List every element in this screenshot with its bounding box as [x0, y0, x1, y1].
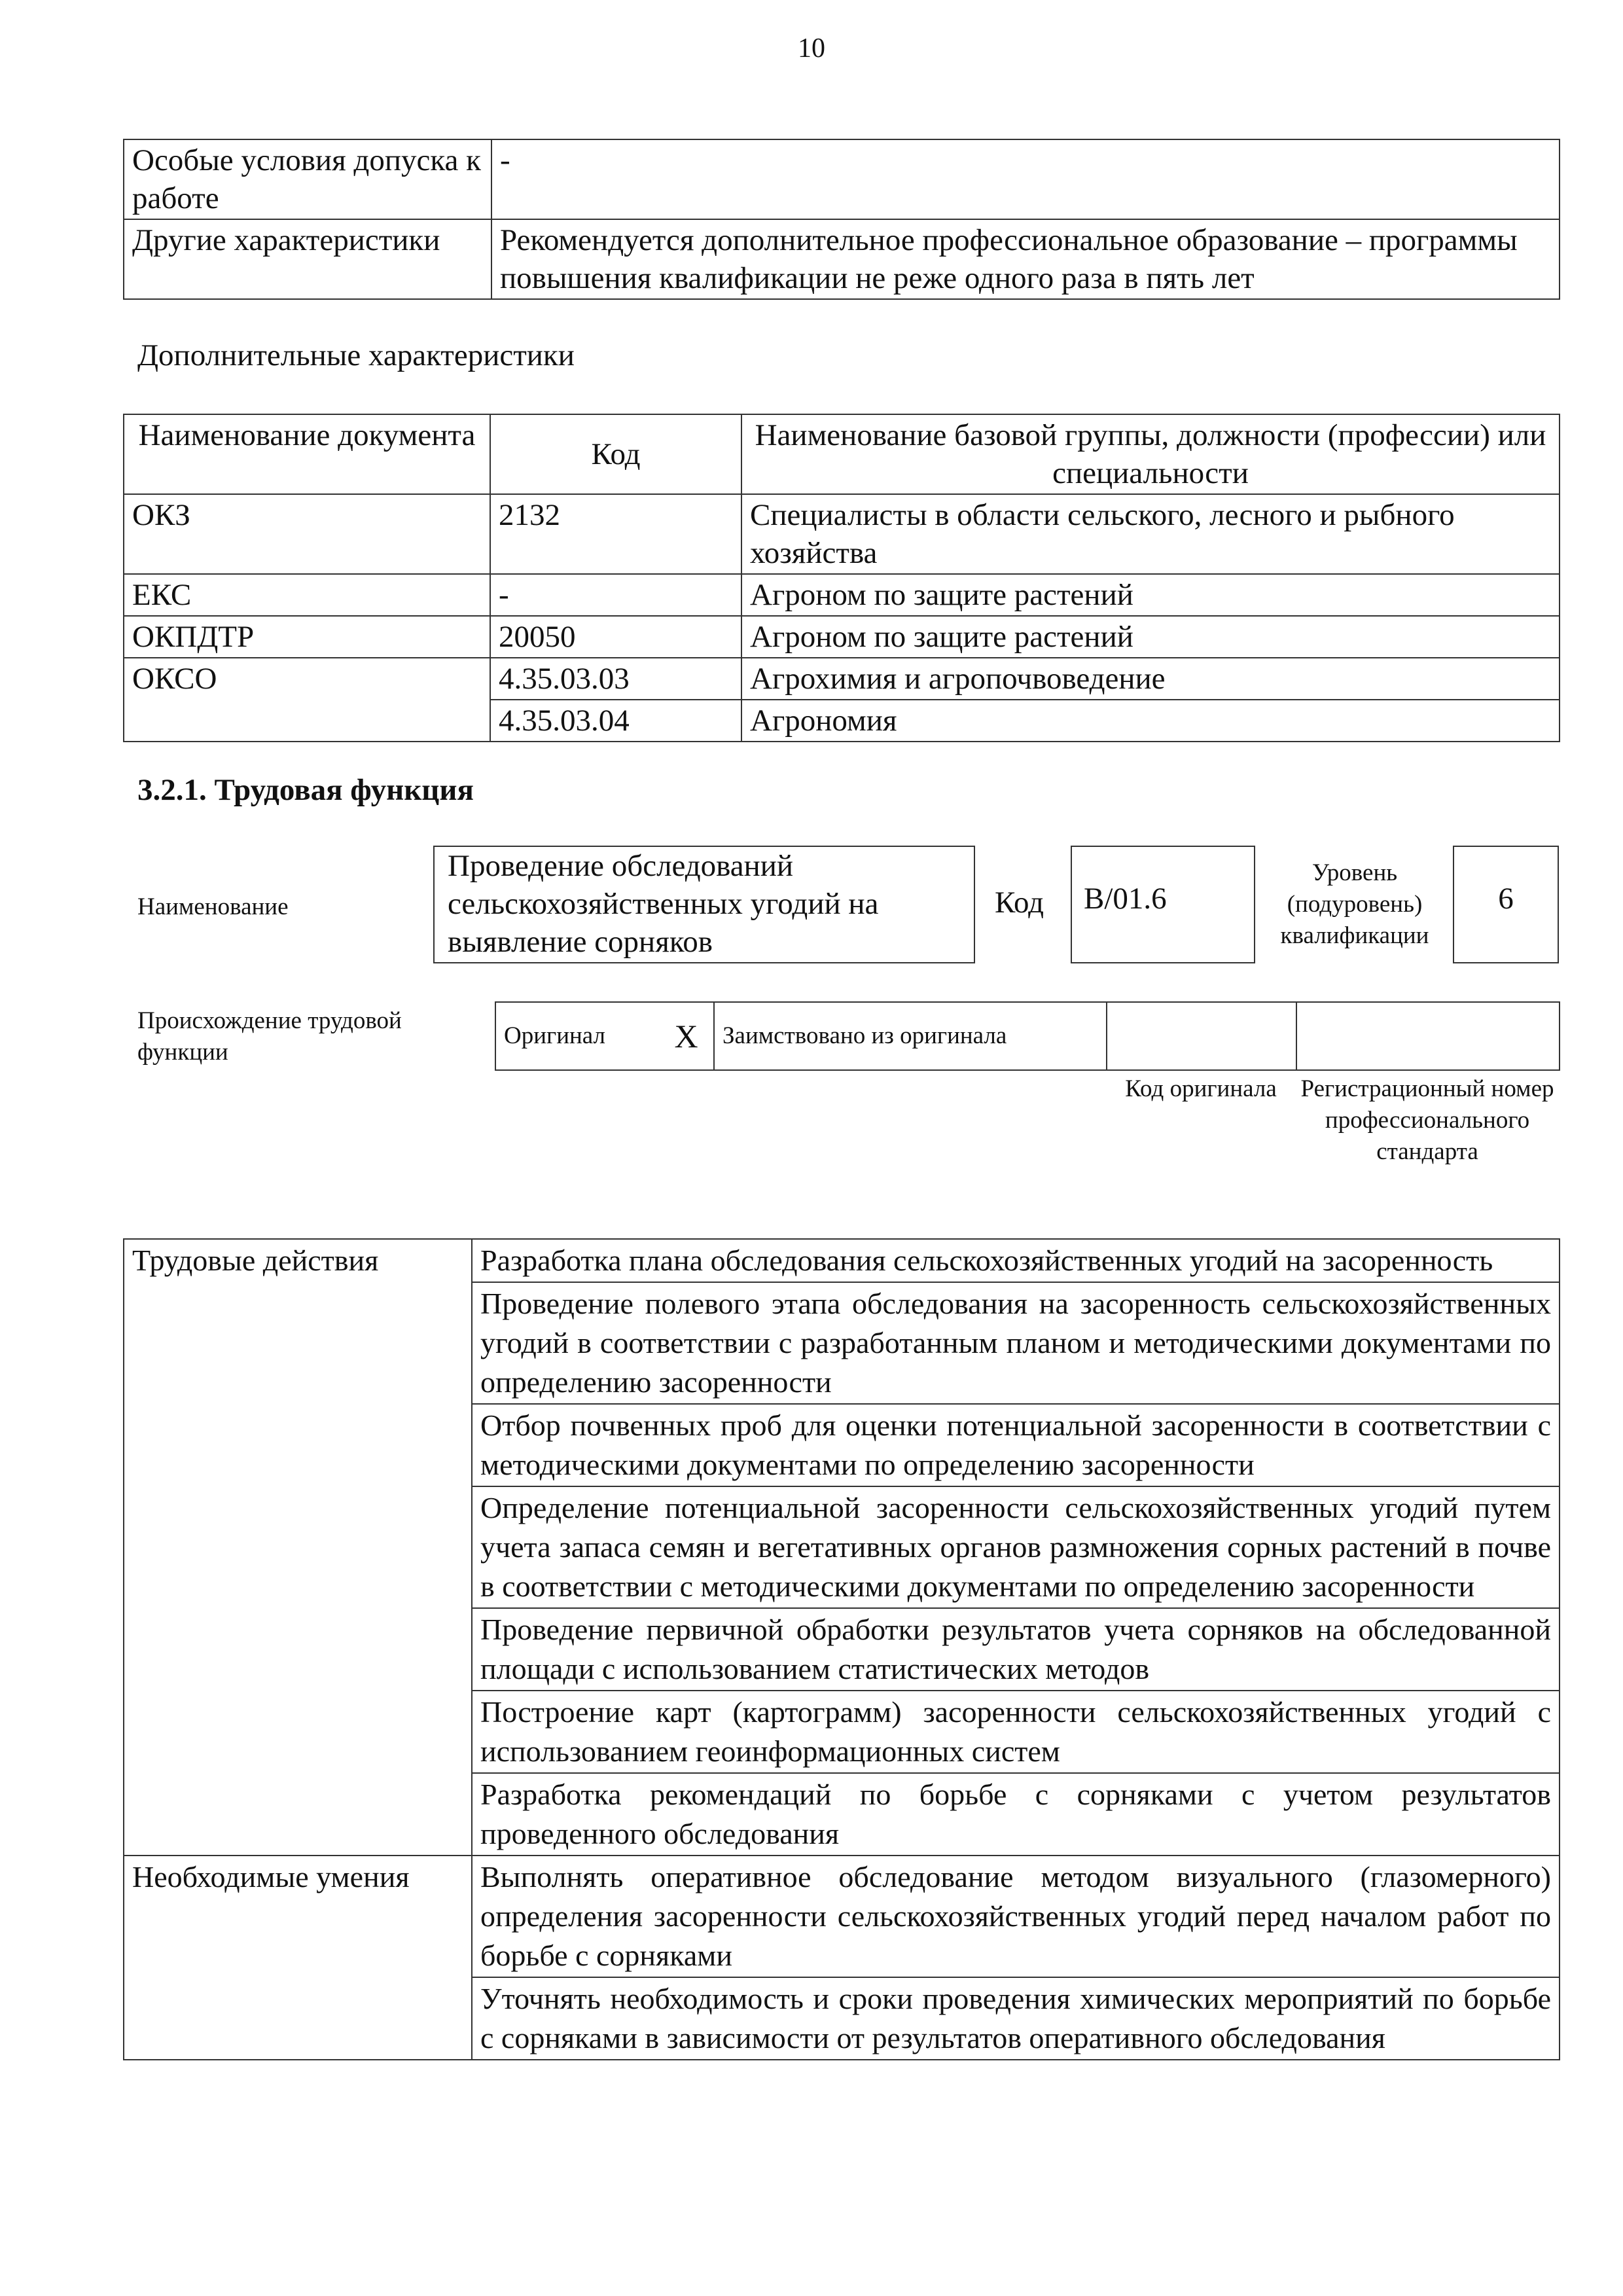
registration-caption: Регистрационный номер профессионального стандарта	[1300, 1075, 1554, 1165]
function-code: B/01.6	[1071, 846, 1255, 963]
registration-number-cell	[1296, 1002, 1560, 1070]
cell-code: 4.35.03.04	[490, 700, 741, 742]
table-row	[124, 1856, 1560, 1977]
header-code: Код	[490, 414, 741, 494]
cell-doc: ОКСО	[124, 658, 490, 742]
table-row	[124, 616, 1560, 658]
cell-name: Специалисты в области сельского, лесного и рыбного хозяйства	[741, 494, 1560, 574]
code-caption: Код оригинала	[1125, 1075, 1277, 1102]
action-item: Построение карт (картограмм) засоренности сельскохозяйственных угодий с использованием геоинформационных систем	[472, 1691, 1560, 1773]
code-label: Код	[995, 886, 1044, 920]
group-label-actions: Трудовые действия	[124, 1239, 472, 1856]
original-label: Оригинал	[495, 1002, 659, 1070]
additional-heading: Дополнительные характеристики	[137, 338, 575, 372]
table-row	[495, 1002, 1560, 1070]
additional-table	[123, 414, 1560, 742]
cell-name: Агрономия	[741, 700, 1560, 742]
actions-table	[123, 1238, 1560, 2060]
action-item: Проведение первичной обработки результатов учета сорняков на обследованной площади с использованием статистических методов	[472, 1608, 1560, 1691]
cell-doc: ЕКС	[124, 574, 490, 616]
borrowed-label: Заимствовано из оригинала	[714, 1002, 1107, 1070]
table-row	[124, 139, 1560, 219]
table-row	[124, 1239, 1560, 1282]
table-row	[124, 219, 1560, 299]
action-item: Разработка рекомендаций по борьбе с сорняками с учетом результатов проведенного обследования	[472, 1773, 1560, 1856]
origin-label: Происхождение трудовой функции	[137, 1007, 402, 1066]
action-item: Отбор почвенных проб для оценки потенциальной засоренности в соответствии с методическими документами по определению засоренности	[472, 1404, 1560, 1486]
row-label: Другие характеристики	[124, 219, 491, 299]
table-row	[124, 658, 1560, 700]
cell-doc: ОКПДТР	[124, 616, 490, 658]
cell-code: 4.35.03.03	[490, 658, 741, 700]
action-item: Определение потенциальной засоренности сельскохозяйственных угодий путем учета запаса семян и вегетативных органов размножения сорных растений в почве в соответствии с методическими документами по определению засоренности	[472, 1486, 1560, 1608]
name-label: Наименование	[137, 893, 289, 920]
cell-code: 2132	[490, 494, 741, 574]
row-value: Рекомендуется дополнительное профессиональное образование – программы повышения квалификации не реже одного раза в пять лет	[491, 219, 1560, 299]
action-item: Разработка плана обследования сельскохозяйственных угодий на засоренность	[472, 1239, 1560, 1282]
function-name: Проведение обследований сельскохозяйственных угодий на выявление сорняков	[433, 846, 975, 963]
cell-name: Агроном по защите растений	[741, 574, 1560, 616]
group-label-skills: Необходимые умения	[124, 1856, 472, 2060]
qualification-level: 6	[1453, 846, 1559, 963]
page-number: 10	[798, 33, 825, 63]
table-row	[124, 494, 1560, 574]
table-header-row	[124, 414, 1560, 494]
header-doc: Наименование документа	[124, 414, 490, 494]
original-code-cell	[1107, 1002, 1296, 1070]
skill-item: Уточнять необходимость и сроки проведения химических мероприятий по борьбе с сорняками в зависимости от результатов оперативного обследования	[472, 1977, 1560, 2060]
cell-name: Агроном по защите растений	[741, 616, 1560, 658]
conditions-table	[123, 139, 1560, 300]
action-item: Проведение полевого этапа обследования на засоренность сельскохозяйственных угодий в соответствии с разработанным планом и методическими документами по определению засоренности	[472, 1282, 1560, 1404]
row-value: -	[491, 139, 1560, 219]
section-title: 3.2.1. Трудовая функция	[137, 773, 474, 807]
cell-name: Агрохимия и агропочвоведение	[741, 658, 1560, 700]
table-row	[124, 574, 1560, 616]
cell-doc: ОКЗ	[124, 494, 490, 574]
origin-table	[495, 1001, 1560, 1071]
skill-item: Выполнять оперативное обследование методом визуального (глазомерного) определения засоренности сельскохозяйственных угодий перед началом работ по борьбе с сорняками	[472, 1856, 1560, 1977]
cell-code: -	[490, 574, 741, 616]
original-mark: X	[659, 1002, 714, 1070]
level-label: Уровень (подуровень) квалификации	[1280, 859, 1429, 949]
header-name: Наименование базовой группы, должности (профессии) или специальности	[741, 414, 1560, 494]
row-label: Особые условия допуска к работе	[124, 139, 491, 219]
cell-code: 20050	[490, 616, 741, 658]
